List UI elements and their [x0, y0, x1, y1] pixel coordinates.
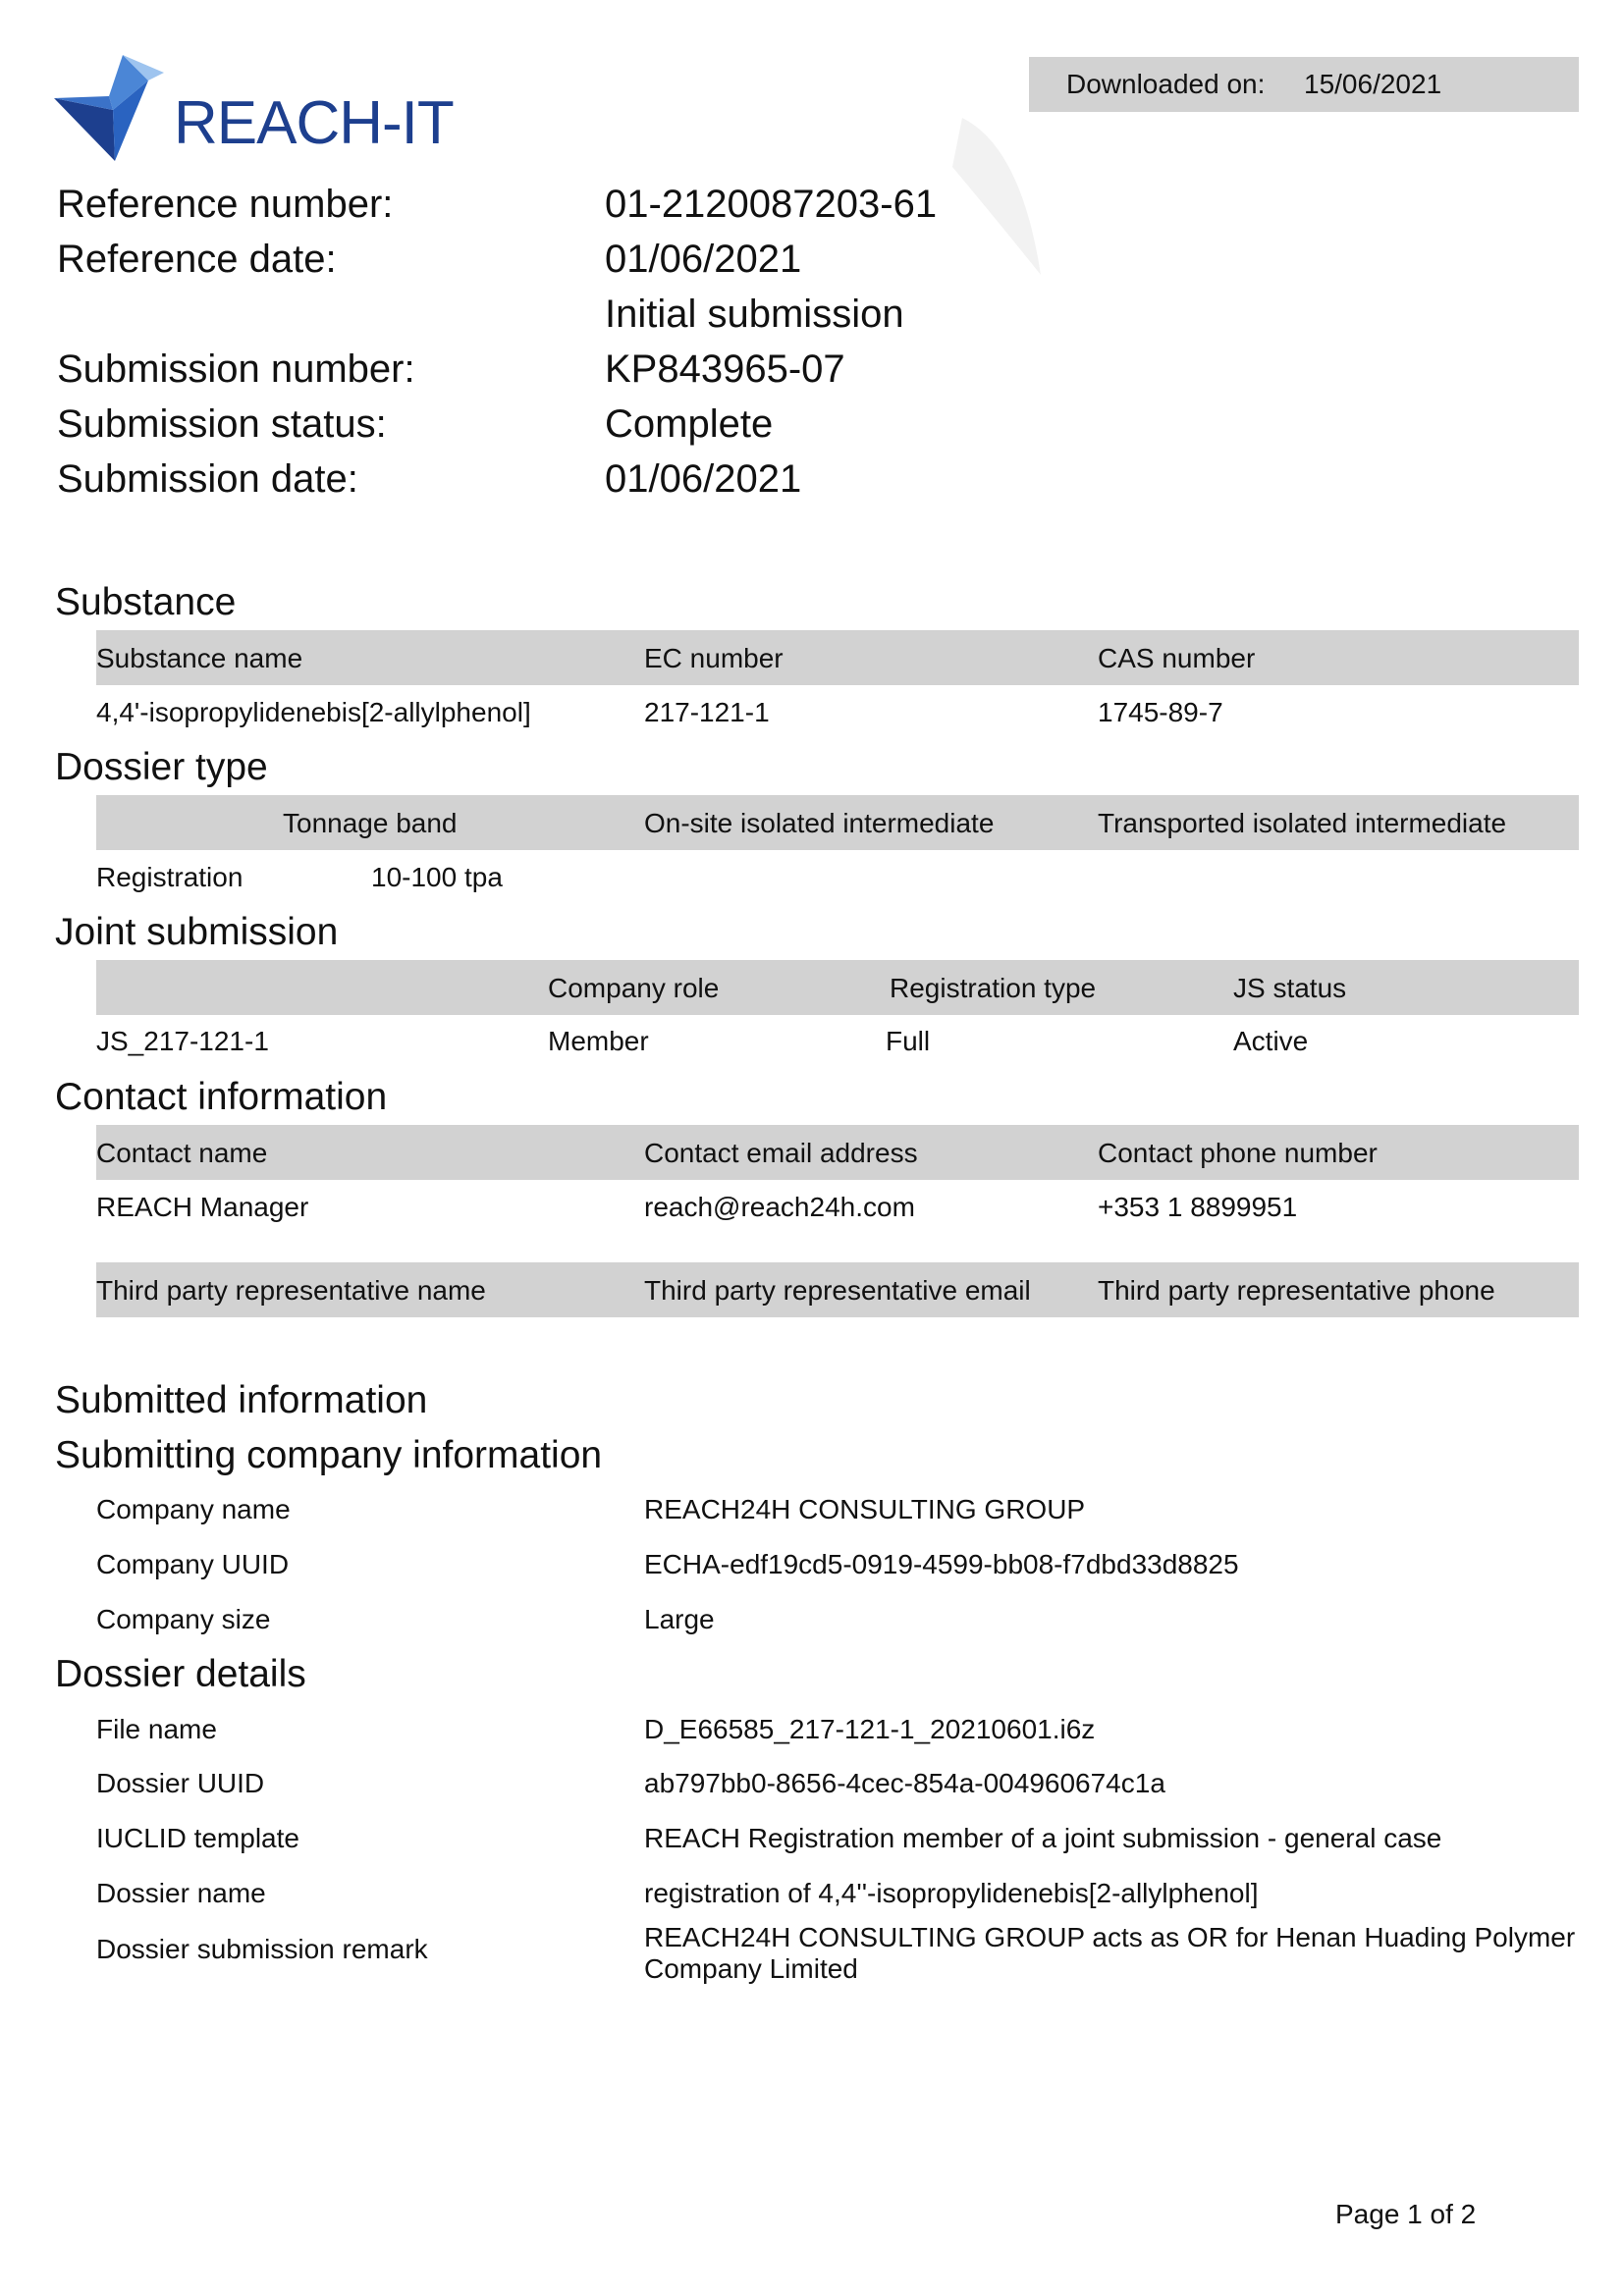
downloaded-on-box: [1029, 57, 1579, 112]
file-name-value: D_E66585_217-121-1_20210601.i6z: [644, 1714, 1096, 1744]
dossier-remark-label: Dossier submission remark: [96, 1934, 428, 1964]
substance-name-header: Substance name: [96, 643, 303, 673]
contact-name-value: REACH Manager: [96, 1192, 309, 1222]
submission-status-value: Complete: [605, 402, 774, 446]
cas-number-header: CAS number: [1098, 643, 1256, 673]
submitting-company-heading: Submitting company information: [55, 1434, 603, 1476]
reference-number-value: 01-2120087203-61: [605, 183, 938, 226]
iuclid-template-label: IUCLID template: [96, 1823, 299, 1853]
ec-number-header: EC number: [644, 643, 784, 673]
downloaded-label: Downloaded on:: [1066, 69, 1266, 99]
dossier-uuid-value: ab797bb0-8656-4cec-854a-004960674c1a: [644, 1768, 1165, 1798]
company-uuid-value: ECHA-edf19cd5-0919-4599-bb08-f7dbd33d8825: [644, 1549, 1239, 1579]
submitted-information-heading: Submitted information: [55, 1379, 428, 1421]
submission-number-value: KP843965-07: [605, 347, 845, 391]
submission-type-value: Initial submission: [605, 293, 904, 336]
submission-number-label: Submission number:: [57, 347, 415, 391]
iuclid-template-value: REACH Registration member of a joint submission - general case: [644, 1823, 1442, 1853]
downloaded-date: 15/06/2021: [1304, 69, 1442, 99]
substance-heading: Substance: [55, 581, 237, 623]
third-party-phone-header: Third party representative phone: [1098, 1275, 1495, 1306]
reach-it-logo: [54, 51, 486, 164]
contact-information-heading: Contact information: [55, 1076, 388, 1118]
joint-submission-heading: Joint submission: [55, 911, 339, 953]
contact-table-header: [96, 1125, 1579, 1180]
logo-text: REACH-IT: [174, 89, 454, 157]
js-name-value: JS_217-121-1: [96, 1026, 269, 1056]
onsite-intermediate-header: On-site isolated intermediate: [644, 808, 995, 838]
dossier-details-heading: Dossier details: [55, 1653, 306, 1695]
company-name-label: Company name: [96, 1494, 291, 1524]
watermark-swoosh: [943, 108, 1060, 285]
cas-number-value: 1745-89-7: [1098, 697, 1223, 727]
contact-phone-header: Contact phone number: [1098, 1138, 1378, 1168]
table-row: [96, 1026, 1579, 1075]
third-party-name-header: Third party representative name: [96, 1275, 486, 1306]
company-role-header: Company role: [548, 973, 720, 1003]
reference-number-label: Reference number:: [57, 183, 394, 226]
dossier-remark-value: REACH24H CONSULTING GROUP acts as OR for Henan Huading Polymer Company Limited: [644, 1922, 1576, 1984]
company-size-label: Company size: [96, 1604, 271, 1634]
third-party-table-header: [96, 1262, 1579, 1317]
registration-label: Registration: [96, 862, 243, 892]
dossier-uuid-label: Dossier UUID: [96, 1768, 265, 1798]
js-status-value: Active: [1233, 1026, 1309, 1056]
submission-date-label: Submission date:: [57, 457, 358, 501]
transported-intermediate-header: Transported isolated intermediate: [1098, 808, 1507, 838]
contact-email-value: reach@reach24h.com: [644, 1192, 915, 1222]
dossier-name-label: Dossier name: [96, 1878, 266, 1908]
company-role-value: Member: [548, 1026, 649, 1056]
reach-it-logo-icon: [54, 51, 172, 164]
table-row: [96, 1192, 1579, 1241]
reference-date-label: Reference date:: [57, 238, 337, 281]
company-size-value: Large: [644, 1604, 715, 1634]
table-row: [96, 697, 1579, 746]
contact-phone-value: +353 1 8899951: [1098, 1192, 1298, 1222]
reference-date-value: 01/06/2021: [605, 238, 802, 281]
registration-type-header: Registration type: [890, 973, 1097, 1003]
js-status-header: JS status: [1233, 973, 1347, 1003]
registration-type-value: Full: [886, 1026, 931, 1056]
company-name-value: REACH24H CONSULTING GROUP: [644, 1494, 1086, 1524]
tonnage-value: 10-100 tpa: [371, 862, 503, 892]
dossier-type-table-header: [96, 795, 1579, 850]
file-name-label: File name: [96, 1714, 217, 1744]
submission-date-value: 01/06/2021: [605, 457, 802, 501]
contact-email-header: Contact email address: [644, 1138, 918, 1168]
dossier-type-heading: Dossier type: [55, 746, 268, 788]
table-row: [96, 862, 1579, 911]
tonnage-band-header: Tonnage band: [283, 808, 458, 838]
substance-table-header: [96, 630, 1579, 685]
company-uuid-label: Company UUID: [96, 1549, 290, 1579]
substance-name-value: 4,4'-isopropylidenebis[2-allylphenol]: [96, 697, 531, 727]
third-party-email-header: Third party representative email: [644, 1275, 1031, 1306]
dossier-name-value: registration of 4,4''-isopropylidenebis[2-allylphenol]: [644, 1878, 1259, 1908]
ec-number-value: 217-121-1: [644, 697, 770, 727]
joint-submission-table-header: [96, 960, 1579, 1015]
page-number: Page 1 of 2: [1335, 2199, 1477, 2229]
contact-name-header: Contact name: [96, 1138, 268, 1168]
submission-status-label: Submission status:: [57, 402, 387, 446]
